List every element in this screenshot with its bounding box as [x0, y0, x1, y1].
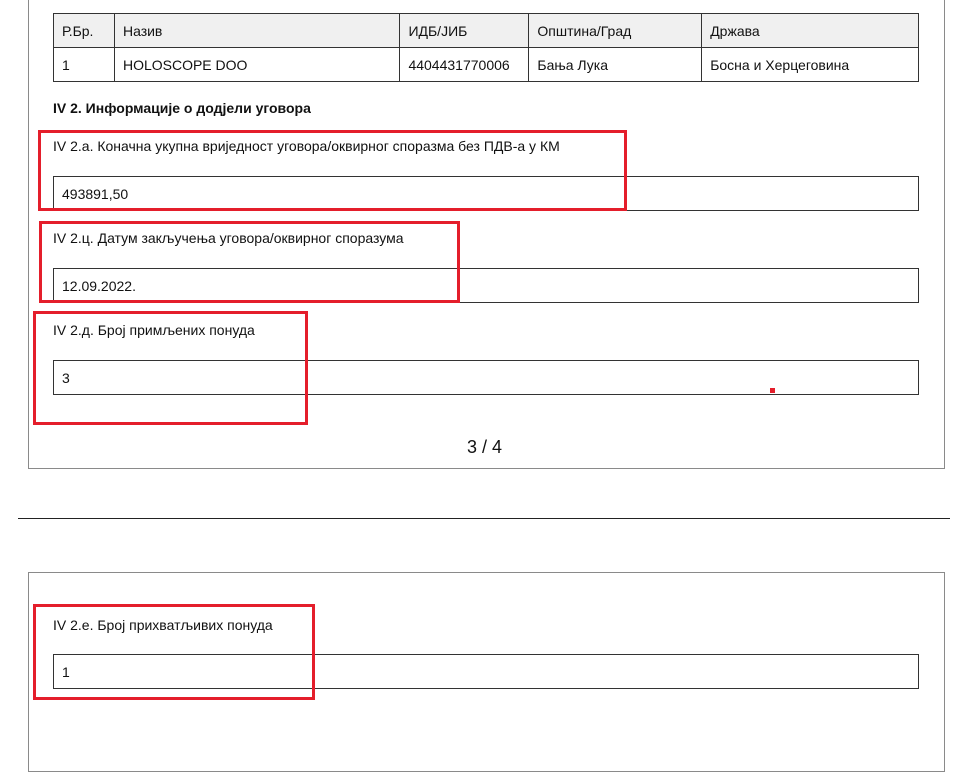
column-header-municipality: Општина/Град — [529, 14, 702, 48]
cell-name: HOLOSCOPE DOO — [114, 48, 400, 82]
column-header-id: ИДБ/ЈИБ — [400, 14, 529, 48]
field-acceptable-bids-box — [53, 654, 919, 689]
field-acceptable-bids-label: IV 2.е. Број прихватљивих понуда — [53, 617, 273, 633]
column-header-name: Назив — [114, 14, 400, 48]
field-total-value-label: IV 2.а. Коначна укупна вриједност уговора/оквирног споразма без ПДВ-а у КМ — [53, 138, 560, 154]
field-contract-date-value: 12.09.2022. — [62, 277, 136, 294]
field-total-value: 493891,50 — [62, 185, 129, 202]
cell-municipality: Бања Лука — [529, 48, 702, 82]
page-number: 3 / 4 — [467, 437, 503, 457]
field-total-value-box — [53, 176, 919, 211]
field-acceptable-bids-value: 1 — [62, 663, 70, 680]
table-row — [54, 48, 919, 82]
contractor-table — [53, 13, 919, 82]
page-separator — [18, 518, 950, 519]
table-header-row — [54, 14, 919, 48]
cell-id: 4404431770006 — [400, 48, 529, 82]
field-received-bids-value: 3 — [62, 369, 70, 386]
field-contract-date-label: IV 2.ц. Датум закључења уговора/оквирног споразума — [53, 230, 404, 246]
column-header-number: Р.Бр. — [54, 14, 115, 48]
red-mark — [770, 388, 775, 393]
section-title: IV 2. Информације о додјели уговора — [53, 100, 311, 116]
field-received-bids-label: IV 2.д. Број примљених понуда — [53, 322, 255, 338]
column-header-country: Држава — [702, 14, 919, 48]
cell-number: 1 — [54, 48, 115, 82]
cell-country: Босна и Херцеговина — [702, 48, 919, 82]
field-contract-date-box — [53, 268, 919, 303]
field-received-bids-box — [53, 360, 919, 395]
